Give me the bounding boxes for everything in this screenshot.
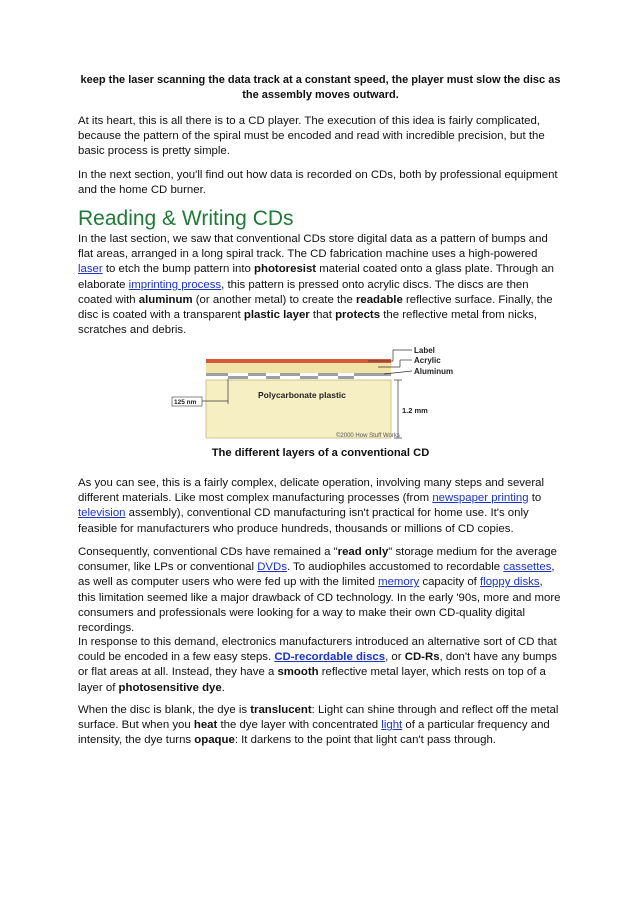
acrylic-layer	[206, 362, 391, 373]
bold-term: translucent	[250, 704, 312, 716]
bold-term: photosensitive dye	[118, 681, 222, 694]
bold-term: read only	[337, 546, 389, 558]
text: assembly), conventional CD manufacturing isn't practical for home use. It's only feasible for manufacturers who produce hundreds, thousands or millions of CD copies.	[78, 507, 529, 535]
text: of a particular frequency and intensity, the dye turns	[78, 719, 550, 747]
text: , as well as computer users who were fed up with the limited	[78, 561, 555, 589]
text: , don't have any bumps or flat areas at all. Instead, they have a	[78, 651, 557, 679]
aluminum-text: Aluminum	[414, 367, 454, 376]
intro-paragraph-2: In the next section, you'll find out how data is recorded on CDs, both by professional equipment and the home CD burner.	[78, 169, 558, 197]
imprinting-process-link[interactable]: imprinting process	[128, 278, 222, 291]
bold-term: smooth	[277, 666, 319, 679]
bold-term: CD-Rs	[404, 651, 440, 664]
text: " storage medium for the average consumer, like LPs or conventional	[78, 546, 557, 574]
text: Consequently, conventional CDs have remained a "	[78, 546, 338, 558]
bold-term: aluminum	[138, 293, 193, 306]
dimension-left-text: 125 nm	[174, 399, 197, 406]
section-paragraph	[78, 232, 563, 338]
text: that	[309, 309, 336, 322]
text: : Light can shine through and reflect off the metal surface. But when you	[78, 704, 559, 732]
paragraph-6	[78, 635, 563, 696]
memory-link[interactable]: memory	[378, 576, 420, 589]
acrylic-text: Acrylic	[414, 356, 441, 365]
text: , this limitation seemed like a major drawback of CD technology. In the early '90s, more and more consumers and professionals were looking for a way to make their own CD-quality digital recordings.	[78, 576, 561, 635]
cassettes-link[interactable]: cassettes	[503, 561, 552, 574]
cd-recordable-discs-link[interactable]: CD-recordable discs	[274, 651, 386, 664]
copyright-text: ©2000 How Stuff Works	[336, 433, 400, 439]
text: In the last section, we saw that conventional CDs store digital data as a pattern of bumps and flat areas, arranged in a long spiral track. The CD fabrication machine uses a high-powered	[78, 233, 548, 261]
text: reflective surface. Finally, the disc is coated with a transparent	[78, 293, 553, 322]
text: When the disc is blank, the dye is	[78, 704, 251, 716]
text: (or another metal) to create the	[192, 293, 356, 306]
text: reflective metal layer, which rests on top of a layer of	[78, 666, 546, 694]
text: capacity of	[419, 576, 481, 589]
paragraph-4	[78, 476, 563, 537]
text: to etch the bump pattern into	[102, 263, 255, 276]
polycarbonate-text: Polycarbonate plastic	[258, 390, 346, 400]
newspaper-printing-link[interactable]: newspaper printing	[432, 492, 529, 505]
text: , or	[385, 651, 405, 664]
light-link[interactable]: light	[381, 719, 403, 732]
dvds-link[interactable]: DVDs	[257, 561, 287, 574]
text: to	[528, 492, 542, 505]
television-link[interactable]: television	[78, 507, 126, 520]
bold-term: photoresist	[254, 263, 317, 276]
text: As you can see, this is a fairly complex, delicate operation, involving many steps and several different materials. Like most complex manufacturing processes (from	[78, 477, 544, 505]
text: , this pattern is pressed onto acrylic discs. The discs are then coated with	[78, 278, 529, 306]
text: . To audiophiles accustomed to recordable	[286, 561, 504, 574]
intro-paragraph-1: At its heart, this is all there is to a CD player. The execution of this idea is fairly complicated, because the pattern of the spiral must be encoded and read with incredible precision, but the basic process is pretty simple.	[78, 115, 545, 158]
paragraph-7	[78, 703, 563, 749]
figure-caption: The different layers of a conventional CD	[211, 447, 430, 459]
bold-term: protects	[335, 309, 381, 322]
bold-term: plastic layer	[243, 309, 310, 322]
label-text: Label	[414, 346, 435, 355]
section-heading: Reading & Writing CDs	[78, 207, 294, 230]
polycarbonate-layer	[206, 380, 391, 438]
aluminum-layer	[206, 373, 391, 379]
label-layer	[206, 359, 391, 363]
cd-layers-diagram	[174, 340, 454, 442]
bold-term: readable	[355, 293, 403, 306]
bold-term: heat	[193, 719, 218, 732]
text: : It darkens to the point that light can't pass through.	[234, 734, 496, 747]
dimension-right-text: 1.2 mm	[402, 406, 428, 415]
intro-caption: keep the laser scanning the data track at a constant speed, the player must slow the disc as the assembly moves outward.	[80, 74, 561, 101]
text: .	[221, 681, 225, 694]
text: the dye layer with concentrated	[217, 719, 382, 732]
text: material coated onto a glass plate. Through an elaborate	[78, 263, 554, 291]
text: In response to this demand, electronics manufacturers introduced an alternative sort of CD that could be encoded in a few easy steps.	[78, 636, 557, 664]
paragraph-5	[78, 545, 563, 636]
laser-link[interactable]: laser	[78, 263, 103, 276]
text: the reflective metal from nicks, scratches and debris.	[78, 309, 538, 337]
floppy-disks-link[interactable]: floppy disks	[480, 576, 540, 589]
bold-term: opaque	[194, 734, 235, 747]
